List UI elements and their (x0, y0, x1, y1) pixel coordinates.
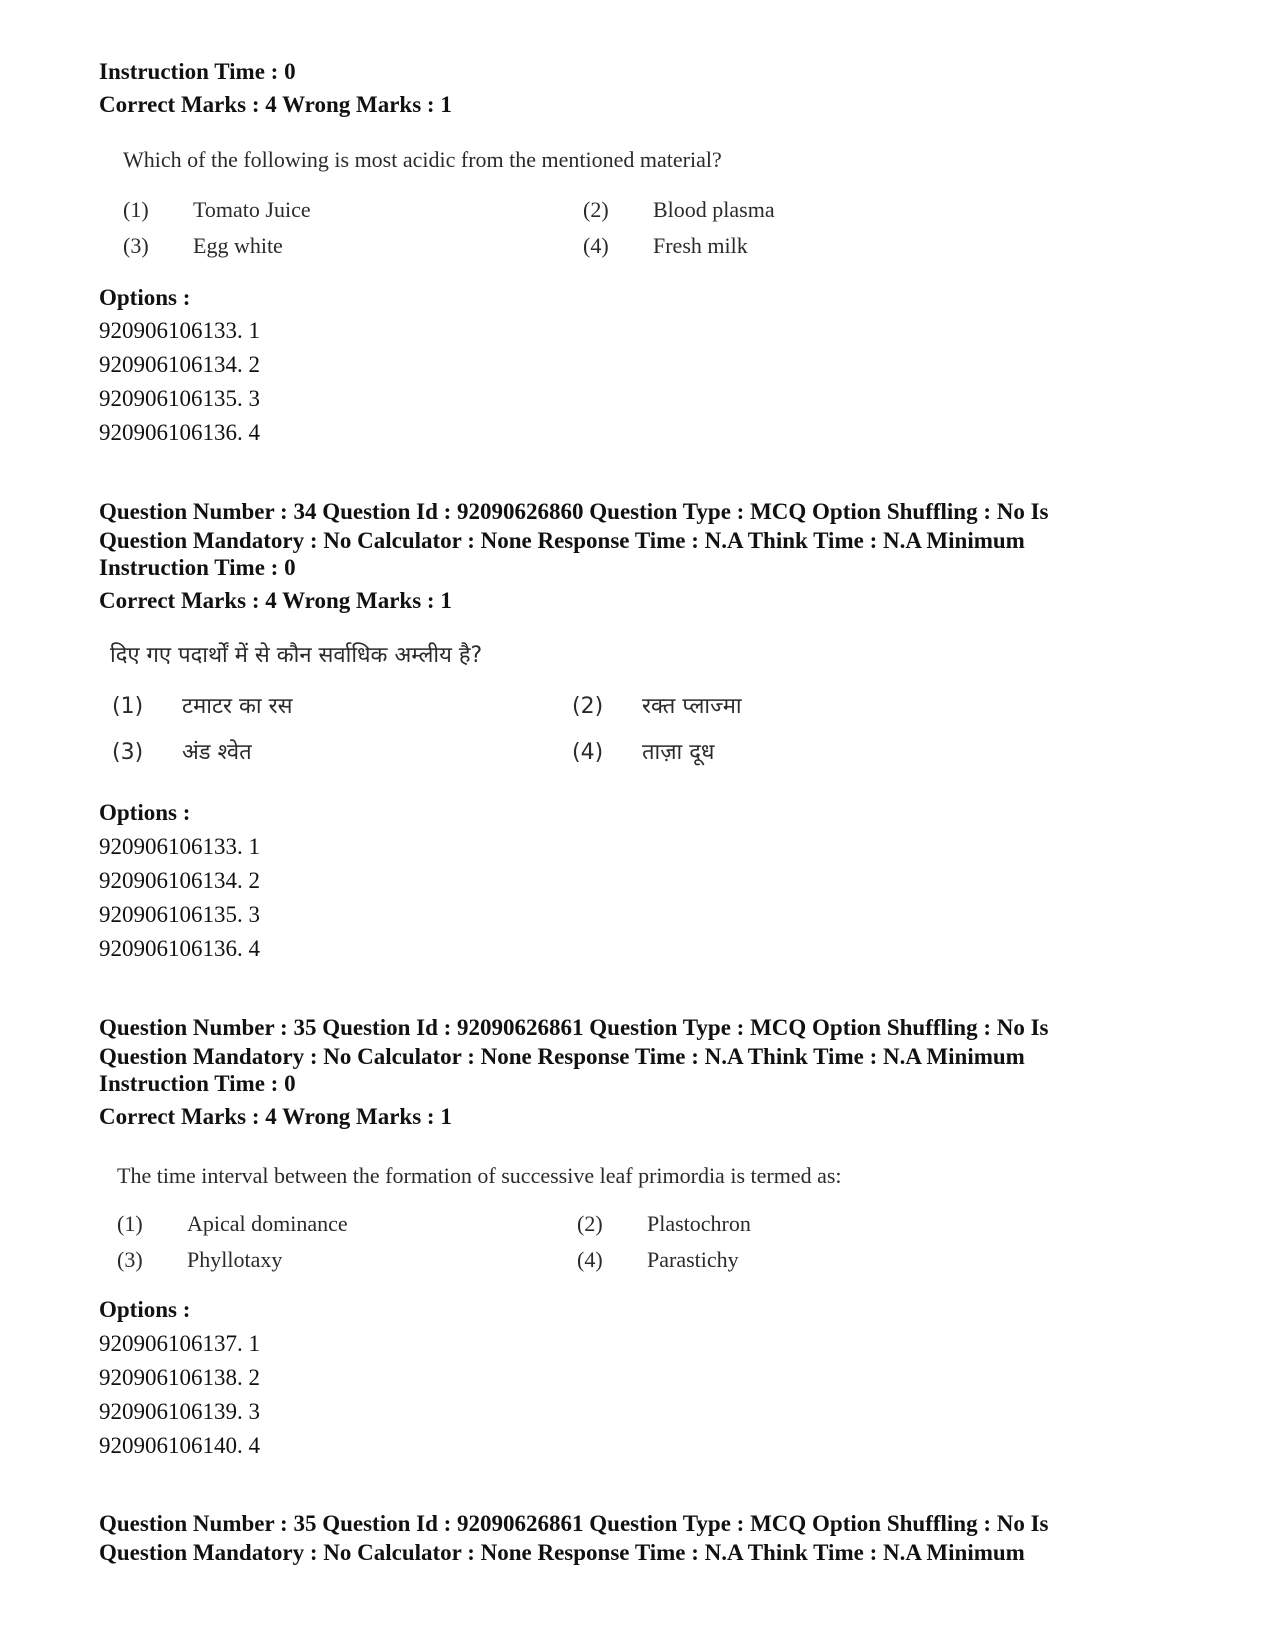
question-text: Which of the following is most acidic from the mentioned material? (123, 147, 722, 172)
instruction-time: Instruction Time : 0 (99, 1071, 296, 1096)
option-id: 920906106136. 4 (99, 936, 260, 961)
choice-number: (1) (112, 694, 144, 719)
choice-text: अंड श्वेत (182, 740, 252, 765)
choice-number: (3) (123, 233, 149, 258)
option-id: 920906106133. 1 (99, 834, 260, 859)
option-id: 920906106134. 2 (99, 868, 260, 893)
options-label: Options : (99, 800, 191, 825)
choice-text: Apical dominance (187, 1211, 348, 1236)
choice-number: (4) (577, 1247, 603, 1272)
instruction-time: Instruction Time : 0 (99, 555, 296, 580)
choice-number: (1) (117, 1211, 143, 1236)
choice-2 (583, 196, 775, 224)
choice-number: (2) (583, 197, 609, 222)
option-id: 920906106133. 1 (99, 318, 260, 343)
choice-4 (583, 232, 748, 260)
choice-number: (4) (583, 233, 609, 258)
choice-1 (123, 196, 311, 224)
question-text: The time interval between the formation of successive leaf primordia is termed as: (117, 1163, 842, 1188)
option-id: 920906106139. 3 (99, 1399, 260, 1424)
choice-text: Phyllotaxy (187, 1247, 283, 1272)
choice-2 (572, 693, 742, 721)
choice-3 (123, 232, 283, 260)
choice-3 (112, 739, 252, 767)
choice-text: Tomato Juice (193, 197, 311, 222)
options-label: Options : (99, 285, 191, 310)
choice-number: (2) (572, 694, 604, 719)
option-id: 920906106135. 3 (99, 902, 260, 927)
choice-number: (1) (123, 197, 149, 222)
question-header: Question Mandatory : No Calculator : None Response Time : N.A Think Time : N.A Minimum (99, 1540, 1025, 1565)
option-id: 920906106140. 4 (99, 1433, 260, 1458)
options-label: Options : (99, 1297, 191, 1322)
choice-4 (572, 739, 714, 767)
option-id: 920906106135. 3 (99, 386, 260, 411)
question-header: Question Number : 35 Question Id : 92090626861 Question Type : MCQ Option Shuffling : No Is (99, 1511, 1049, 1536)
choice-text: ताज़ा दूध (642, 740, 715, 765)
marks-info: Correct Marks : 4 Wrong Marks : 1 (99, 92, 452, 117)
choice-1 (112, 693, 292, 721)
question-header: Question Number : 35 Question Id : 92090626861 Question Type : MCQ Option Shuffling : No Is (99, 1015, 1049, 1040)
option-id: 920906106134. 2 (99, 352, 260, 377)
question-header: Question Number : 34 Question Id : 92090626860 Question Type : MCQ Option Shuffling : No Is (99, 499, 1049, 524)
choice-number: (3) (112, 740, 144, 765)
choice-text: रक्त प्लाज्मा (642, 694, 742, 719)
question-header: Question Mandatory : No Calculator : None Response Time : N.A Think Time : N.A Minimum (99, 528, 1025, 553)
instruction-time: Instruction Time : 0 (99, 59, 296, 84)
choice-4 (577, 1246, 739, 1274)
choice-1 (117, 1210, 348, 1238)
choice-number: (3) (117, 1247, 143, 1272)
option-id: 920906106136. 4 (99, 420, 260, 445)
choice-text: टमाटर का रस (182, 694, 293, 719)
choice-text: Blood plasma (653, 197, 775, 222)
choice-text: Fresh milk (653, 233, 748, 258)
marks-info: Correct Marks : 4 Wrong Marks : 1 (99, 1104, 452, 1129)
marks-info: Correct Marks : 4 Wrong Marks : 1 (99, 588, 452, 613)
choice-text: Egg white (193, 233, 283, 258)
choice-3 (117, 1246, 282, 1274)
question-header: Question Mandatory : No Calculator : None Response Time : N.A Think Time : N.A Minimum (99, 1044, 1025, 1069)
choice-number: (2) (577, 1211, 603, 1236)
choice-text: Parastichy (647, 1247, 739, 1272)
option-id: 920906106138. 2 (99, 1365, 260, 1390)
question-text: दिए गए पदार्थों में से कौन सर्वाधिक अम्लीय है? (110, 643, 483, 668)
option-id: 920906106137. 1 (99, 1331, 260, 1356)
choice-number: (4) (572, 740, 604, 765)
choice-2 (577, 1210, 751, 1238)
choice-text: Plastochron (647, 1211, 751, 1236)
